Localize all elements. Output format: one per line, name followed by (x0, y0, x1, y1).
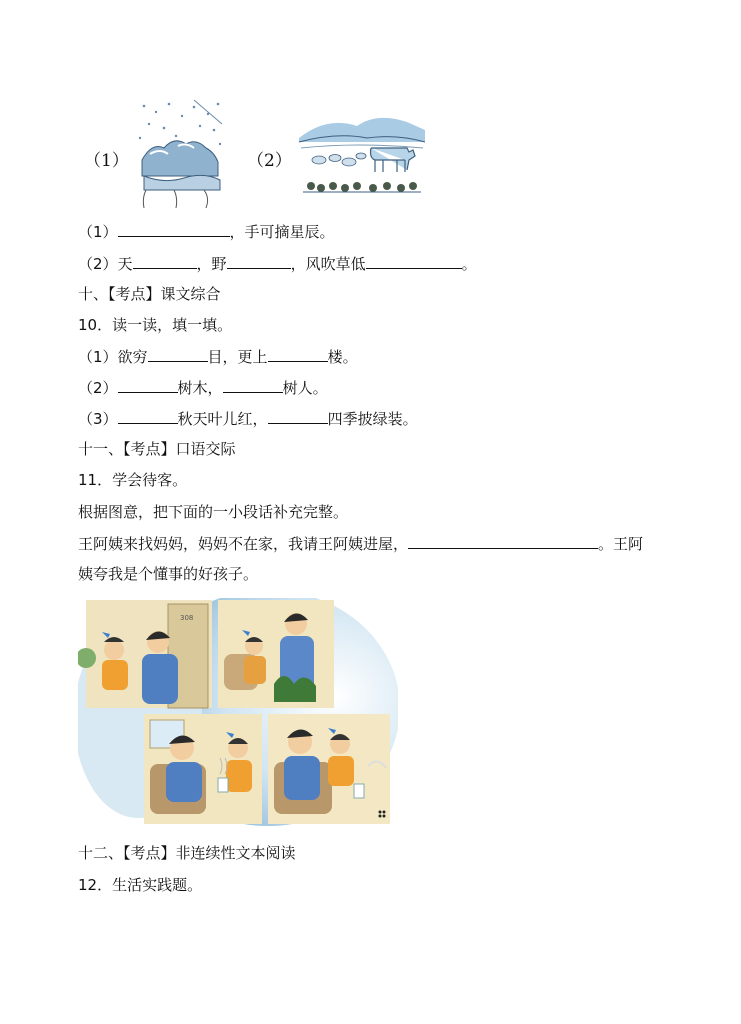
question-10-title: 10．读一读，填一填。 (78, 316, 233, 334)
answer-blank-2[interactable] (133, 252, 197, 269)
answer-blank-6[interactable] (268, 345, 328, 362)
answer-blank-10[interactable] (268, 407, 328, 424)
answer-blank-3[interactable] (227, 252, 291, 269)
question-11-title: 11．学会待客。 (78, 471, 188, 489)
question-12-title: 12．生活实践题。 (78, 876, 203, 894)
image-label-1: （1） (84, 151, 129, 171)
section-11-heading: 十一、【考点】口语交际 (78, 440, 236, 458)
q10-item-2: （2） 树木， 树人。 (78, 376, 328, 399)
answer-blank-8[interactable] (223, 376, 283, 393)
question-11-paragraph-line-1: 王阿姨来找妈妈，妈妈不在家，我请王阿姨进屋， 。王阿 (78, 532, 643, 555)
hosting-guest-comic (78, 598, 398, 828)
question-11-paragraph-line-2: 姨夸我是个懂事的好孩子。 (78, 565, 259, 583)
q10-item-3: （3） 秋天叶儿红， 四季披绿装。 (78, 407, 418, 430)
q9-line-1: （1） ，手可摘星辰。 (78, 220, 335, 243)
answer-blank-4[interactable] (366, 252, 462, 269)
answer-blank-11[interactable] (408, 532, 598, 549)
image-label-2: （2） (247, 151, 292, 171)
answer-blank-1[interactable] (118, 220, 230, 237)
grassland-cattle-illustration (297, 108, 427, 198)
q10-item-1: （1）欲穷 目，更上 楼。 (78, 345, 358, 368)
answer-blank-5[interactable] (148, 345, 208, 362)
answer-blank-7[interactable] (118, 376, 178, 393)
section-10-heading: 十、【考点】课文综合 (78, 285, 221, 303)
answer-blank-9[interactable] (118, 407, 178, 424)
snow-mountain-illustration (134, 98, 226, 208)
section-12-heading: 十二、【考点】非连续性文本阅读 (78, 844, 296, 862)
question-11-instruction: 根据图意，把下面的一小段话补充完整。 (78, 503, 349, 521)
door-number: 308 (180, 614, 194, 622)
q9-line-2: （2）天 ，野 ，风吹草低 。 (78, 252, 477, 275)
